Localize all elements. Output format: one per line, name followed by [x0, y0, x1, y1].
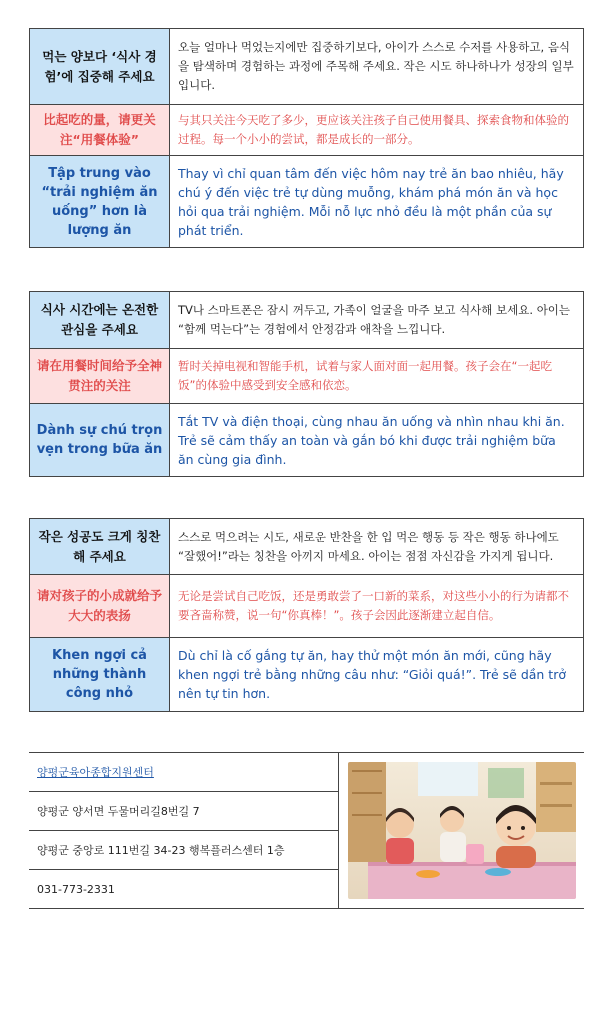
- contact-details: [29, 753, 339, 908]
- tip-table-1: [29, 28, 584, 248]
- vietnamese-label: Khen ngợi cả những thành công nhỏ: [30, 638, 170, 711]
- photo-cell: [339, 753, 584, 908]
- chinese-text: 暂时关掉电视和智能手机，试着与家人面对面一起用餐。孩子会在“一起吃饭”的体验中感受到安全感和依恋。: [178, 359, 552, 392]
- tip-table-2: [29, 291, 584, 477]
- address-2: 양평군 중앙로 111번길 34-23 행복플러스센터 1층: [29, 830, 338, 869]
- center-name-link[interactable]: 양평군육아종합지원센터: [37, 766, 154, 779]
- chinese-text: 与其只关注今天吃了多少，更应该关注孩子自己使用餐具、探索食物和体验的过程。每一个小小的尝试，都是成长的一部分。: [178, 113, 569, 146]
- chinese-label: 请在用餐时间给予全神贯注的关注: [30, 349, 170, 403]
- korean-label: 식사 시간에는 온전한 관심을 주세요: [30, 292, 170, 348]
- vietnamese-row: [30, 403, 583, 476]
- center-name-row: [29, 753, 338, 791]
- vietnamese-text: Tắt TV và điện thoại, cùng nhau ăn uống và nhìn nhau khi ăn. Trẻ sẽ cảm thấy an toàn và gắn bó khi được trải nghiệm bữa ăn cùng gia đình.: [178, 413, 565, 467]
- chinese-label: 比起吃的量，请更关注“用餐体验”: [30, 105, 170, 155]
- korean-row: [30, 519, 583, 574]
- korean-text: 오늘 얼마나 먹었는지에만 집중하기보다, 아이가 스스로 수저를 사용하고, 음식을 탐색하며 경험하는 과정에 주목해 주세요. 작은 시도 하나하나가 성장의 일부입니다.: [178, 40, 574, 92]
- korean-row: [30, 29, 583, 104]
- vietnamese-row: [30, 155, 583, 247]
- chinese-row: [30, 348, 583, 403]
- address-1: 양평군 양서면 두물머리길8번길 7: [29, 791, 338, 830]
- korean-text: TV나 스마트폰은 잠시 꺼두고, 가족이 얼굴을 마주 보고 식사해 보세요. 아이는 “함께 먹는다”는 경험에서 안정감과 애착을 느낍니다.: [178, 303, 571, 336]
- korean-row: [30, 292, 583, 348]
- chinese-text: 无论是尝试自己吃饭，还是勇敢尝了一口新的菜系，对这些小小的行为请都不要吝啬称赞，说一句“你真棒！”。孩子会因此逐渐建立起自信。: [178, 589, 569, 622]
- children-eating-photo: [348, 762, 576, 899]
- vietnamese-label: Dành sự chú trọn vẹn trong bữa ăn: [30, 404, 170, 476]
- phone-number: 031-773-2331: [29, 869, 338, 908]
- vietnamese-row: [30, 637, 583, 711]
- vietnamese-label: Tập trung vào “trải nghiệm ăn uống” hơn là lượng ăn: [30, 156, 170, 247]
- chinese-label: 请对孩子的小成就给予大大的表扬: [30, 575, 170, 637]
- vietnamese-text: Dù chỉ là cố gắng tự ăn, hay thử một món ăn mới, cũng hãy khen ngợi trẻ bằng những câu như: “Giỏi quá!”. Trẻ sẽ dần trở nên tự tin hơn.: [178, 648, 566, 701]
- chinese-row: [30, 104, 583, 155]
- korean-label: 먹는 양보다 ‘식사 경험’에 집중해 주세요: [30, 29, 170, 104]
- contact-info: [29, 752, 584, 909]
- vietnamese-text: Thay vì chỉ quan tâm đến việc hôm nay trẻ ăn bao nhiêu, hãy chú ý đến việc trẻ tự dùng muỗng, khám phá món ăn và học hỏi qua trải nghiệm. Mỗi nỗ lực nhỏ đều là một phần của sự phát triển.: [178, 165, 564, 238]
- chinese-row: [30, 574, 583, 637]
- korean-label: 작은 성공도 크게 칭찬해 주세요: [30, 519, 170, 574]
- korean-text: 스스로 먹으려는 시도, 새로운 반찬을 한 입 먹은 행동 등 작은 행동 하나에도 “잘했어!”라는 칭찬을 아끼지 마세요. 아이는 점점 자신감을 가지게 됩니다.: [178, 529, 559, 563]
- tip-table-3: [29, 518, 584, 712]
